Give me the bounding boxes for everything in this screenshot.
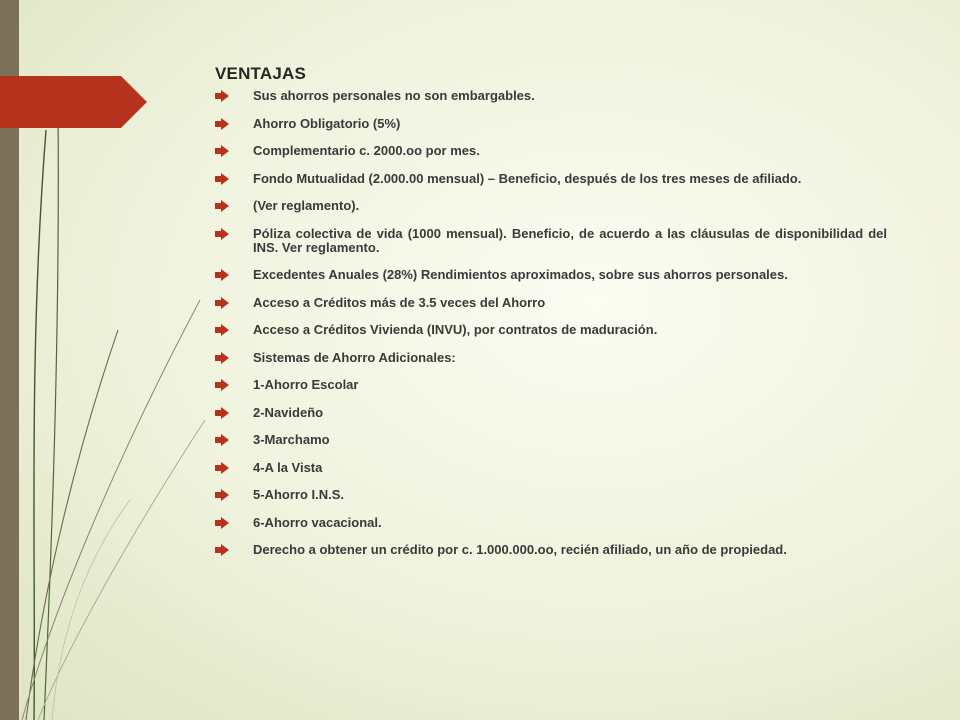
arrow-right-bullet-icon	[215, 324, 229, 336]
bullet-list	[215, 89, 887, 557]
list-item	[215, 296, 887, 310]
list-item-text: 1-Ahorro Escolar	[253, 377, 359, 392]
list-item-text: (Ver reglamento).	[253, 198, 360, 213]
list-item-text: 4-A la Vista	[253, 459, 323, 475]
arrow-right-bullet-icon	[215, 118, 229, 130]
list-item	[215, 516, 887, 530]
list-item	[215, 117, 887, 131]
arrow-right-bullet-icon	[215, 434, 229, 446]
list-item	[215, 199, 887, 213]
list-item-text: 2-Navideño	[253, 404, 324, 420]
accent-title-tab	[0, 76, 147, 128]
list-item	[215, 488, 887, 502]
list-item	[215, 433, 887, 447]
list-item-text: Sus ahorros personales no son embargables.	[253, 88, 535, 103]
list-item-text: Fondo Mutualidad (2.000.00 mensual) – Beneficio, después de los tres meses de afiliado.	[253, 170, 802, 186]
arrow-right-bullet-icon	[215, 145, 229, 157]
list-item-text: 3-Marchamo	[253, 432, 330, 447]
list-item-text: 6-Ahorro vacacional.	[253, 514, 382, 530]
list-item	[215, 89, 887, 103]
list-item	[215, 461, 887, 475]
list-item	[215, 351, 887, 365]
slide-title: VENTAJAS	[215, 64, 307, 83]
list-item-text: Póliza colectiva de vida (1000 mensual). Beneficio, de acuerdo a las cláusulas de disponibilidad del INS. Ver reglamento.	[253, 225, 887, 255]
arrow-right-bullet-icon	[215, 173, 229, 185]
arrow-right-bullet-icon	[215, 462, 229, 474]
list-item-text: Acceso a Créditos más de 3.5 veces del Ahorro	[253, 294, 546, 310]
arrow-right-bullet-icon	[215, 200, 229, 212]
slide-content	[215, 64, 887, 557]
list-item-text: Acceso a Créditos Vivienda (INVU), por contratos de maduración.	[253, 322, 658, 337]
arrow-right-bullet-icon	[215, 352, 229, 364]
arrow-right-bullet-icon	[215, 90, 229, 102]
arrow-right-bullet-icon	[215, 544, 229, 556]
list-item	[215, 144, 887, 158]
list-item	[215, 268, 887, 282]
list-item	[215, 406, 887, 420]
list-item	[215, 323, 887, 337]
list-item-text: Derecho a obtener un crédito por c. 1.000.000.oo, recién afiliado, un año de propiedad.	[253, 542, 787, 557]
list-item	[215, 543, 887, 557]
arrow-right-bullet-icon	[215, 379, 229, 391]
list-item-text: Ahorro Obligatorio (5%)	[253, 115, 401, 131]
list-item	[215, 378, 887, 392]
list-item-text: Sistemas de Ahorro Adicionales:	[253, 349, 456, 365]
list-item	[215, 172, 887, 186]
list-item-text: 5-Ahorro I.N.S.	[253, 487, 345, 502]
arrow-right-bullet-icon	[215, 228, 229, 240]
arrow-right-bullet-icon	[215, 297, 229, 309]
list-item-text: Excedentes Anuales (28%) Rendimientos aproximados, sobre sus ahorros personales.	[253, 267, 788, 282]
arrow-right-bullet-icon	[215, 269, 229, 281]
arrow-right-bullet-icon	[215, 489, 229, 501]
list-item-text: Complementario c. 2000.oo por mes.	[253, 143, 480, 158]
arrow-right-bullet-icon	[215, 517, 229, 529]
arrow-right-bullet-icon	[215, 407, 229, 419]
list-item	[215, 227, 887, 255]
